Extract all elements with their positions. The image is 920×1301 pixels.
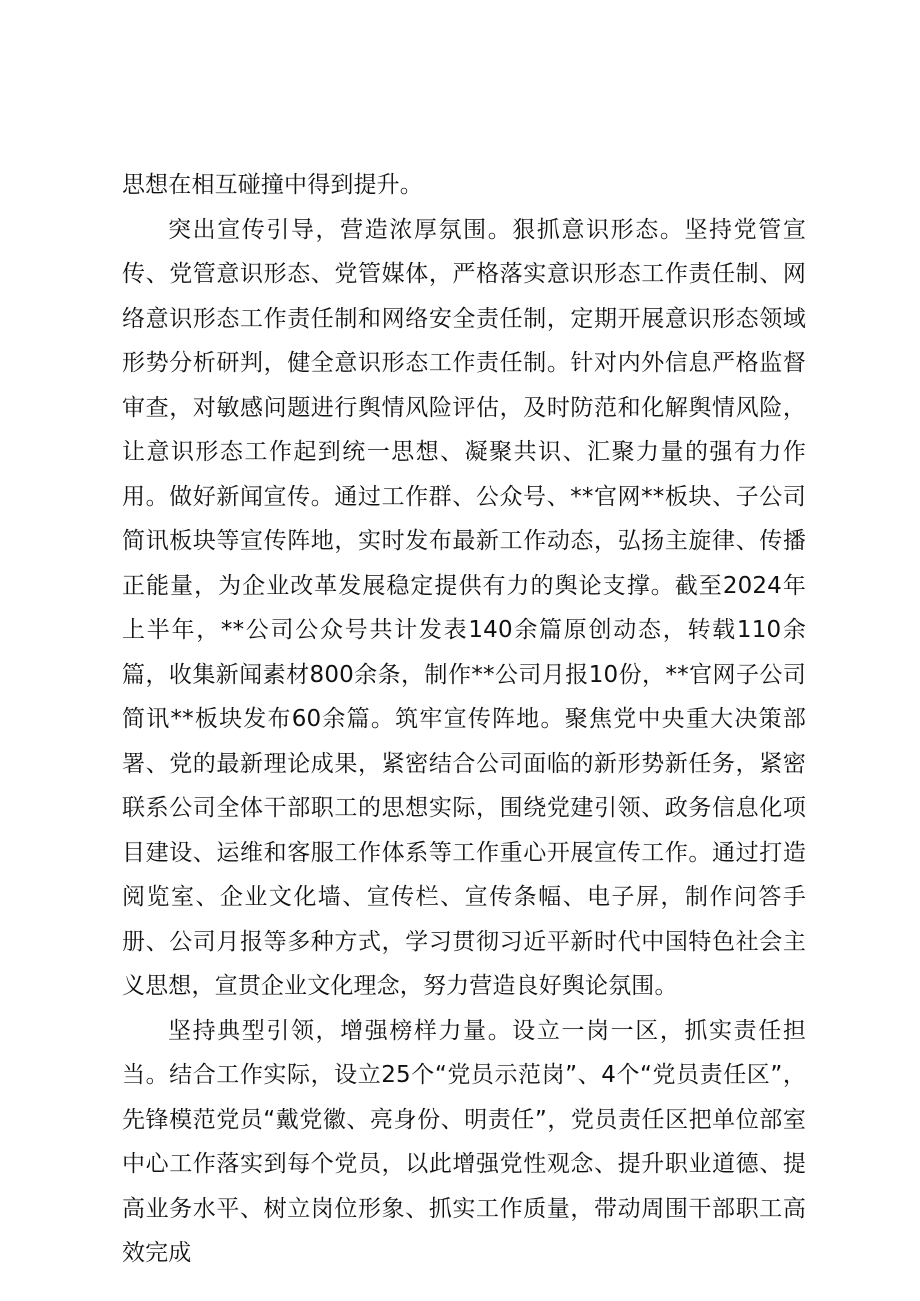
- paragraph-2: 突出宣传引导，营造浓厚氛围。狠抓意识形态。坚持党管宣传、党管意识形态、党管媒体，严格落实意识形态工作责任制、网络意识形态工作责任制和网络安全责任制，定期开展意识形态领域形势分析研判，健全意识形态工作责任制。针对内外信息严格监督审查，对敏感问题进行舆情风险评估，及时防范和化解舆情风险，让意识形态工作起到统一思想、凝聚共识、汇聚力量的强有力作用。做好新闻宣传。通过工作群、公众号、**官网**板块、子公司简讯板块等宣传阵地，实时发布最新工作动态，弘扬主旋律、传播正能量，为企业改革发展稳定提供有力的舆论支撑。截至2024年上半年，**公司公众号共计发表140余篇原创动态，转载110余篇，收集新闻素材800余条，制作**公司月报10份，**官网子公司简讯**板块发布60余篇。筑牢宣传阵地。聚焦党中央重大决策部署、党的最新理论成果，紧密结合公司面临的新形势新任务，紧密联系公司全体干部职工的思想实际，围绕党建引领、政务信息化项目建设、运维和客服工作体系等工作重心开展宣传工作。通过打造阅览室、企业文化墙、宣传栏、宣传条幅、电子屏，制作问答手册、公司月报等多种方式，学习贯彻习近平新时代中国特色社会主义思想，宣贯企业文化理念，努力营造良好舆论氛围。: [122, 216, 806, 999]
- paragraph-1: 思想在相互碰撞中得到提升。: [122, 172, 423, 198]
- paragraph-3: 坚持典型引领，增强榜样力量。设立一岗一区，抓实责任担当。结合工作实际，设立25个“党员示范岗”、4个“党员责任区”，先锋模范党员“戴党徽、亮身份、明责任”，党员责任区把单位部室中心工作落实到每个党员，以此增强党性观念、提升职业道德、提高业务水平、树立岗位形象、抓实工作质量，带动周围干部职工高效完成: [122, 1017, 806, 1266]
- document-body: [122, 163, 806, 1276]
